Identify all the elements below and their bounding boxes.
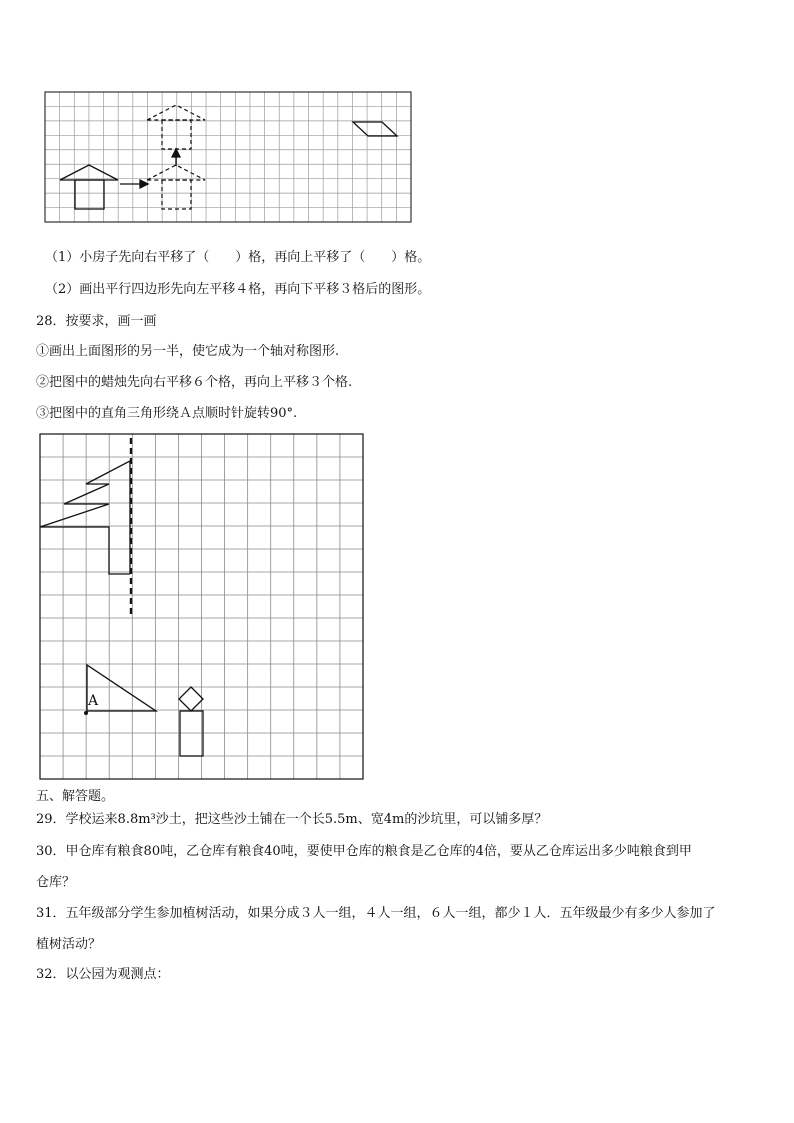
grid-border-top: [45, 92, 411, 222]
q30-line1: 30．甲仓库有粮食80吨，乙仓库有粮食40吨，要使甲仓库的粮食是乙仓库的4倍，要从乙仓库运出多少吨粮食到甲: [36, 844, 692, 859]
house-shifted-right: [147, 165, 205, 209]
candle-shape: [179, 687, 203, 756]
q31-line1: 31．五年级部分学生参加植树活动，如果分成３人一组，４人一组，６人一组，都少１人．五年级最少有多少人参加了: [36, 906, 716, 921]
grid-lines-bottom: [40, 434, 363, 779]
arrow-right-icon: [120, 180, 148, 188]
arrow-up-icon: [172, 149, 180, 166]
point-a-label: A: [88, 693, 99, 709]
point-a-dot: [84, 711, 88, 715]
q32-text: 32．以公园为观测点：: [36, 967, 170, 982]
q28-task1: ①画出上面图形的另一半，使它成为一个轴对称图形.: [36, 344, 340, 359]
section5-heading: 五、解答题。: [36, 789, 115, 804]
q27-sub2: （2）画出平行四边形先向左平移４格，再向下平移３格后的图形。: [45, 282, 431, 297]
q29-text: 29．学校运来8.8m³沙土，把这些沙土铺在一个长5.5m、宽4m的沙坑里，可以铺多厚？: [36, 812, 548, 827]
q27-sub1-prefix: （1）小房子先向右平移了（: [45, 250, 210, 265]
house-shifted-up: [147, 105, 205, 149]
grid-lines-top: [45, 92, 411, 222]
q30-line2: 仓库？: [36, 875, 76, 890]
q28-task3: ③把图中的直角三角形绕Ａ点顺时针旋转90°.: [36, 406, 298, 421]
q27-sub1-mid: ）格，再向上平移了（: [235, 250, 366, 265]
parallelogram-shape: [353, 122, 397, 136]
house-original: [60, 165, 118, 209]
q31-line2: 植树活动？: [36, 937, 102, 952]
half-tree-shape: [40, 461, 130, 574]
grid-border-bottom: [40, 434, 363, 779]
q27-sub1-suffix: ）格。: [391, 250, 431, 265]
q28-heading: 28．按要求，画一画: [36, 314, 157, 329]
q27-sub1: [45, 250, 430, 266]
q28-task2: ②把图中的蜡烛先向右平移６个格，再向上平移３个格.: [36, 375, 353, 390]
